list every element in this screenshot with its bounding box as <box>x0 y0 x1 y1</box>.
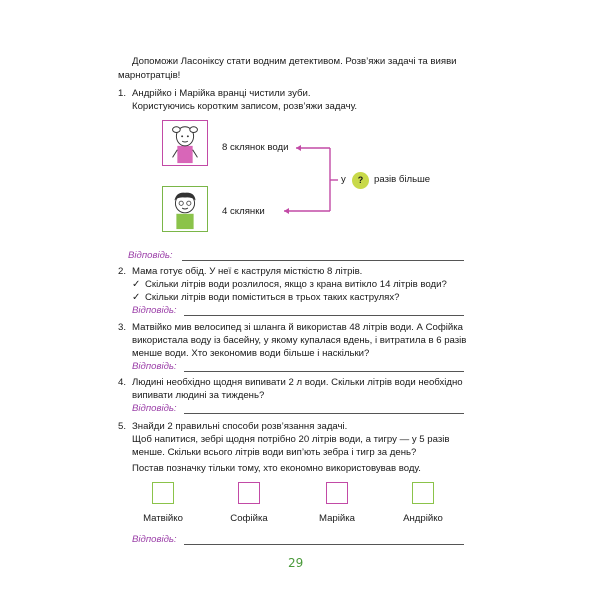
checkbox-matviiko[interactable] <box>152 482 174 504</box>
name-matviiko: Матвійко <box>143 513 183 524</box>
task2-item-1: Скільки літрів води розлилося, якщо з крана витікло 14 літрів води? <box>145 279 447 290</box>
task5-line-1: Знайди 2 правильні способи розв’язання задачі. <box>132 421 348 432</box>
intro-line-2: марнотратців! <box>118 70 181 81</box>
page-number: 29 <box>288 556 304 570</box>
task3-line-3: менше води. Хто зекономив води більше і наскільки? <box>132 348 370 359</box>
checkbox-mariika[interactable] <box>326 482 348 504</box>
checkbox-sofiika[interactable] <box>238 482 260 504</box>
task3-line-1: Матвійко мив велосипед зі шланга й використав 48 літрів води. А Софійка <box>132 322 463 333</box>
name-sofiika: Софійка <box>230 513 268 524</box>
task1-number: 1. <box>118 88 127 99</box>
name-andriiko: Андрійко <box>403 513 443 524</box>
task2-line-1: Мама готує обід. У неї є каструля місткістю 8 літрів. <box>132 266 363 277</box>
answer-label-5: Відповідь: <box>132 534 177 545</box>
task4-line-1: Людині необхідно щодня випивати 2 л води. Скільки літрів води необхідно <box>132 377 463 388</box>
name-mariika: Марійка <box>318 513 355 524</box>
task5-line-2: Щоб напитися, зебрі щодня потрібно 20 літрів води, а тигру — у 5 разів <box>132 434 450 445</box>
task4-line-2: випивати людині за тиждень? <box>132 390 265 401</box>
task3-line-2: використала воду із басейну, у якому купалася вдень, і витратила в 6 разів <box>132 335 467 346</box>
checkmark-icon: ✓ <box>132 292 141 303</box>
task5-number: 5. <box>118 421 127 432</box>
intro-line-1: Допоможи Ласоніксу стати водним детективом. Розв’яжи задачі та вияви <box>132 56 457 67</box>
task1-line-2: Користуючись коротким записом, розв’яжи задачу. <box>132 101 358 112</box>
times-more-label: разів більше <box>374 174 431 185</box>
question-badge: ? <box>352 172 369 189</box>
answer-line-3[interactable] <box>184 371 464 372</box>
answer-label-1: Відповідь: <box>128 250 173 261</box>
top-quantity-label: 8 склянок води <box>222 142 289 153</box>
times-u-label: у <box>341 174 346 185</box>
answer-line-1[interactable] <box>182 260 464 261</box>
answer-line-4[interactable] <box>184 413 464 414</box>
task5-line-3: менше. Скільки всього літрів води вип’ють зебра і тигр за день? <box>132 447 417 458</box>
task1-line-1: Андрійко і Марійка вранці чистили зуби. <box>132 88 311 99</box>
bottom-quantity-label: 4 склянки <box>222 206 265 217</box>
task2-number: 2. <box>118 266 127 277</box>
checkmark-icon: ✓ <box>132 279 141 290</box>
answer-label-3: Відповідь: <box>132 361 177 372</box>
answer-line-2[interactable] <box>184 315 464 316</box>
task2-item-2: Скільки літрів води поміститься в трьох таких каструлях? <box>145 292 400 303</box>
task3-number: 3. <box>118 322 127 333</box>
answer-line-5[interactable] <box>184 544 464 545</box>
answer-label-2: Відповідь: <box>132 305 177 316</box>
checkbox-andriiko[interactable] <box>412 482 434 504</box>
mark-instruction: Постав позначку тільки тому, хто економно використовував воду. <box>132 463 421 474</box>
answer-label-4: Відповідь: <box>132 403 177 414</box>
task4-number: 4. <box>118 377 127 388</box>
